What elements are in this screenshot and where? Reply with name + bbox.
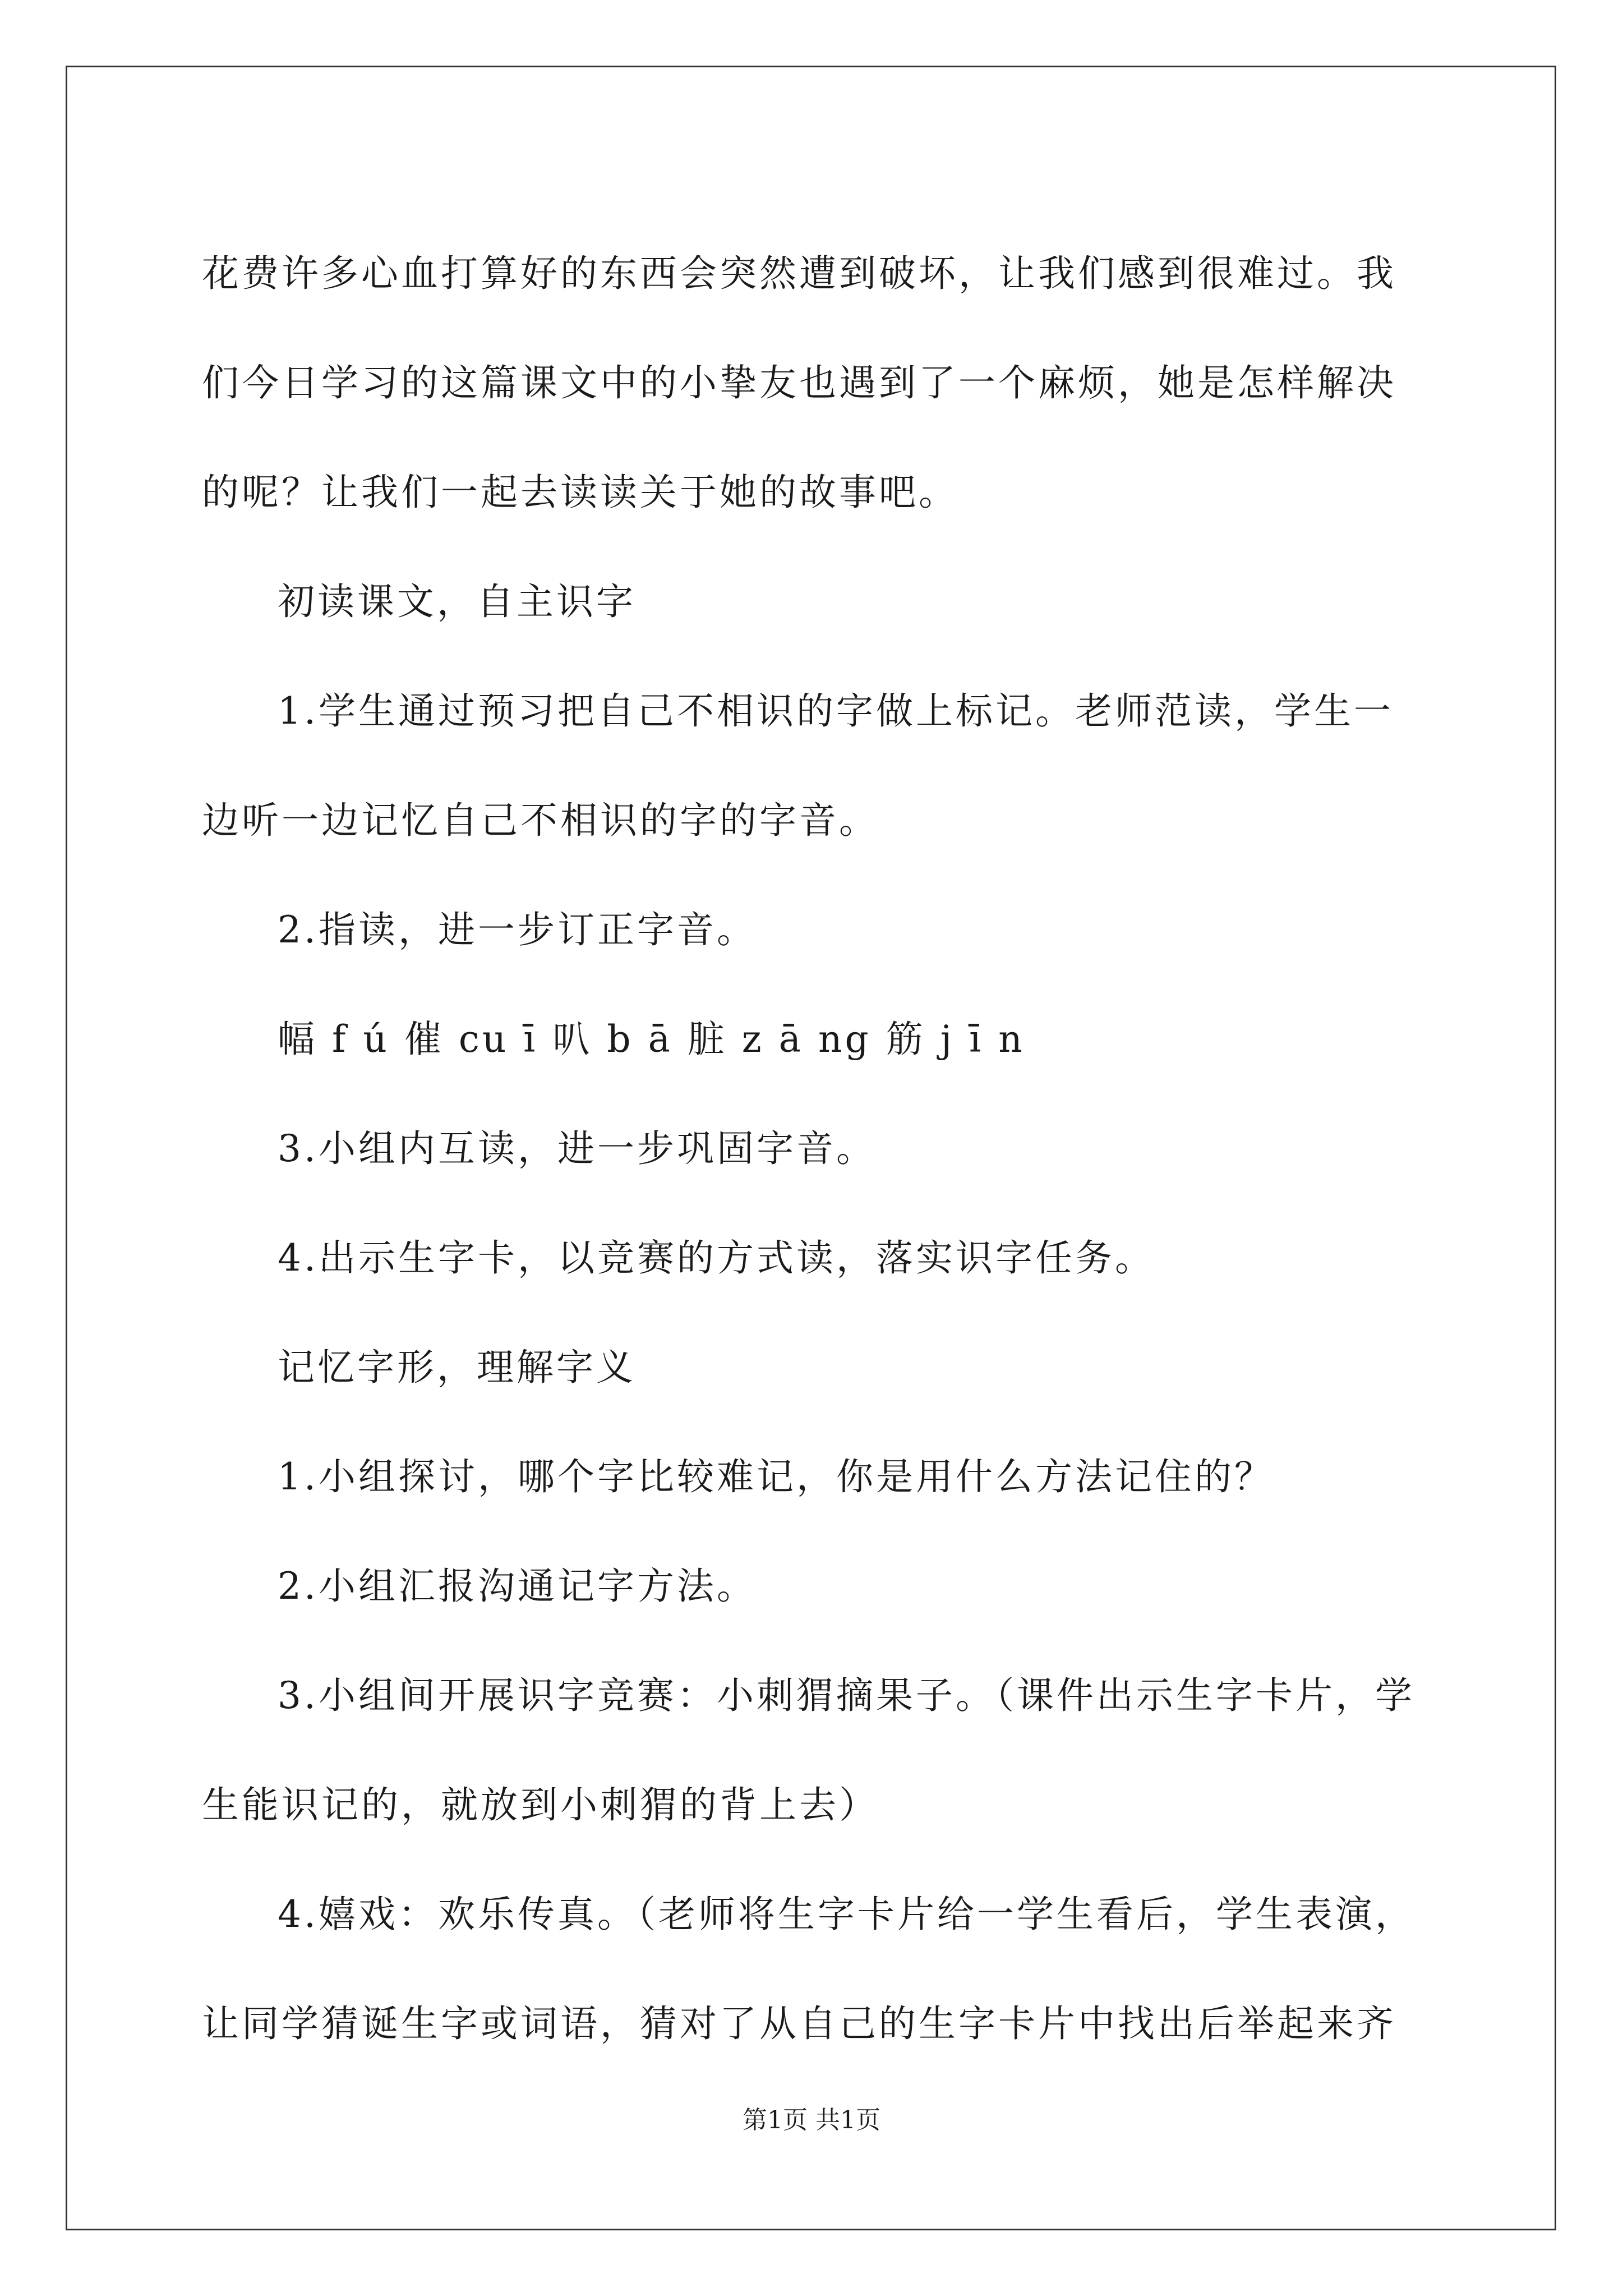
section-heading: 记忆字形，理解字义 (278, 1346, 636, 1389)
paragraph-line: 2.指读，进一步订正字音。 (278, 908, 757, 951)
paragraph-line: 们今日学习的这篇课文中的小挚友也遇到了一个麻烦，她是怎样解决 (202, 361, 1396, 404)
paragraph-line: 4.嬉戏：欢乐传真。（老师将生字卡片给一学生看后，学生表演， (278, 1893, 1415, 1936)
page-number-footer: 第1页 共1页 (743, 2106, 880, 2134)
document-body (202, 219, 1436, 2078)
paragraph-line: 1.小组探讨，哪个字比较难记，你是用什么方法记住的？ (278, 1455, 1274, 1498)
paragraph-line: 让同学猜诞生字或词语，猜对了从自己的生字卡片中找出后举起来齐 (202, 2002, 1396, 2045)
paragraph-line: 的呢？让我们一起去读读关于她的故事吧。 (202, 471, 958, 514)
section-heading: 初读课文，自主识字 (278, 580, 636, 623)
paragraph-line: 生能识记的，就放到小刺猬的背上去） (202, 1783, 879, 1826)
paragraph-line: 3.小组内互读，进一步巩固字音。 (278, 1127, 876, 1170)
paragraph-line: 3.小组间开展识字竞赛：小刺猬摘果子。（课件出示生字卡片，学 (278, 1674, 1415, 1717)
paragraph-line: 边听一边记忆自己不相识的字的字音。 (202, 799, 879, 842)
paragraph-line: 花费许多心血打算好的东西会突然遭到破坏，让我们感到很难过。我 (202, 252, 1396, 295)
paragraph-line: 4.出示生字卡，以竞赛的方式读，落实识字任务。 (278, 1236, 1155, 1280)
pinyin-line: 幅 f ú 催 cu ī 叭 b ā 脏 z ā ng 筋 j ī n (278, 1018, 1025, 1061)
paragraph-line: 2.小组汇报沟通记字方法。 (278, 1565, 757, 1608)
paragraph-line: 1.学生通过预习把自己不相识的字做上标记。老师范读，学生一 (278, 689, 1394, 733)
